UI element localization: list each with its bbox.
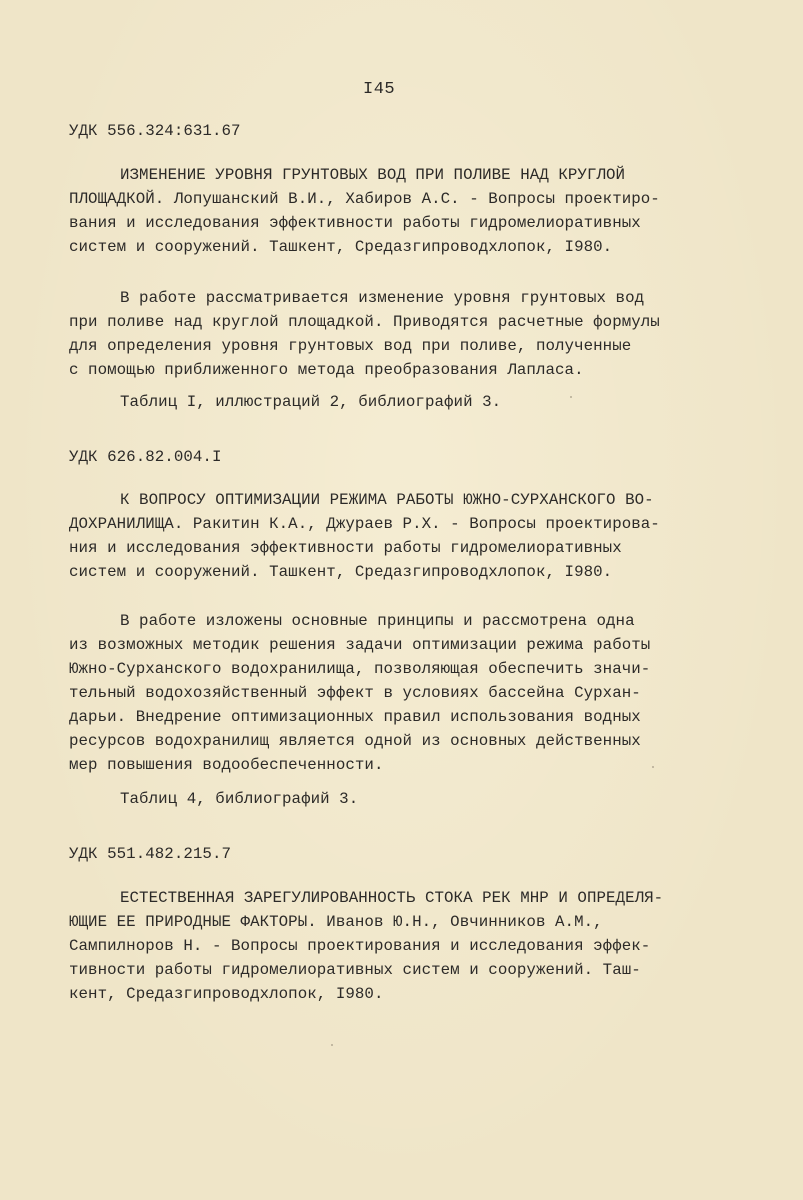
page-number: I45 (363, 80, 396, 99)
udc-code: УДК 551.482.215.7 (69, 845, 232, 863)
references-count: Таблиц I, иллюстраций 2, библиографий 3. (120, 393, 502, 411)
summary-line: Южно-Сурханского водохранилища, позволяющая обеспечить значи- (69, 660, 651, 678)
paper-speck (570, 396, 572, 398)
abstract-line: ЮЩИЕ ЕЕ ПРИРОДНЫЕ ФАКТОРЫ. Иванов Ю.Н., Овчинников А.М., (69, 913, 603, 931)
udc-code: УДК 556.324:631.67 (69, 122, 241, 140)
summary-line: для определения уровня грунтовых вод при поливе, полученные (69, 337, 632, 355)
abstract-line: тивности работы гидромелиоративных систем и сооружений. Таш- (69, 961, 641, 979)
abstract-line: систем и сооружений. Ташкент, Средазгипроводхлопок, I980. (69, 563, 613, 581)
abstract-line: систем и сооружений. Ташкент, Средазгипроводхлопок, I980. (69, 238, 613, 256)
summary-line: с помощью приближенного метода преобразования Лапласа. (69, 361, 584, 379)
abstract-line: кент, Средазгипроводхлопок, I980. (69, 985, 384, 1003)
summary-line: дарьи. Внедрение оптимизационных правил использования водных (69, 708, 641, 726)
abstract-line: вания и исследования эффективности работы гидромелиоративных (69, 214, 641, 232)
abstract-title-line: ИЗМЕНЕНИЕ УРОВНЯ ГРУНТОВЫХ ВОД ПРИ ПОЛИВЕ НАД КРУГЛОЙ (120, 166, 626, 184)
abstract-line: Сампилноров Н. - Вопросы проектирования и исследования эффек- (69, 937, 651, 955)
summary-line: из возможных методик решения задачи оптимизации режима работы (69, 636, 651, 654)
paper-speck (331, 1044, 333, 1046)
abstract-title-line: К ВОПРОСУ ОПТИМИЗАЦИИ РЕЖИМА РАБОТЫ ЮЖНО-СУРХАНСКОГО ВО- (120, 491, 654, 509)
abstract-line: ДОХРАНИЛИЩА. Ракитин К.А., Джураев Р.Х. - Вопросы проектирова- (69, 515, 660, 533)
paper-speck (652, 766, 654, 768)
abstract-title-line: ЕСТЕСТВЕННАЯ ЗАРЕГУЛИРОВАННОСТЬ СТОКА РЕК МНР И ОПРЕДЕЛЯ- (120, 889, 664, 907)
abstract-line: ния и исследования эффективности работы гидромелиоративных (69, 539, 622, 557)
summary-line: В работе рассматривается изменение уровня грунтовых вод (120, 289, 645, 307)
abstract-line: ПЛОЩАДКОЙ. Лопушанский В.И., Хабиров А.С. - Вопросы проектиро- (69, 190, 660, 208)
udc-code: УДК 626.82.004.I (69, 448, 222, 466)
references-count: Таблиц 4, библиографий 3. (120, 790, 359, 808)
summary-line: при поливе над круглой площадкой. Приводятся расчетные формулы (69, 313, 660, 331)
summary-line: В работе изложены основные принципы и рассмотрена одна (120, 612, 635, 630)
summary-line: тельный водохозяйственный эффект в условиях бассейна Сурхан- (69, 684, 641, 702)
summary-line: ресурсов водохранилищ является одной из основных действенных (69, 732, 641, 750)
summary-line: мер повышения водообеспеченности. (69, 756, 384, 774)
